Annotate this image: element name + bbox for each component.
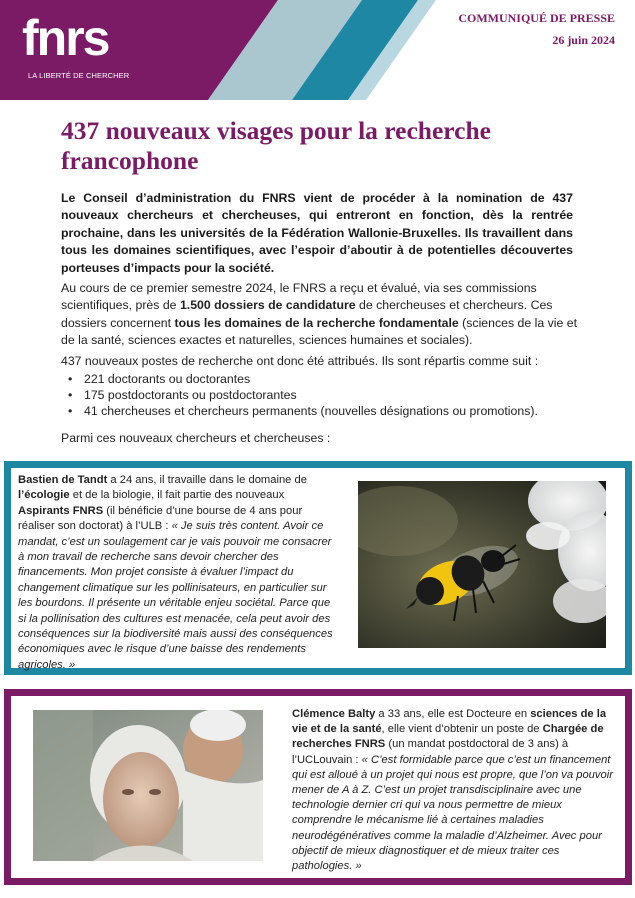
profile-2-quote: « C’est formidable parce que c’est un financement qui est alloué à un projet qui nous est propre, que l’on va pouvoir mener de A à Z. C’est un projet transdisciplinaire avec une technologie dernier cri qui va nous permettre de mieux comprendre le mécanisme lié à certaines maladies neurodégénératives comme la maladie d’Alzheimer. Avec pour objectif de mieux diagnostiquer et de mieux traiter ces pathologies. » (292, 753, 613, 873)
body-paragraph-1 (61, 280, 577, 350)
profile-1-name: Bastien de Tandt (18, 474, 108, 486)
list-item: • 41 chercheuses et chercheurs permanents (nouvelles désignations ou promotions). (66, 403, 586, 419)
profile-2-text (292, 707, 614, 874)
publication-date: 26 juin 2024 (552, 33, 615, 47)
fnrs-logo (22, 10, 142, 84)
text: et de la biologie, il fait partie des nouveaux (69, 489, 285, 502)
list-item: • 175 postdoctorants ou postdoctorantes (66, 387, 586, 403)
text: (un mandat postdoctoral de 3 ans) à l’UCLouvain : (292, 738, 569, 766)
text: Aspirants FNRS (18, 504, 104, 517)
text: l’écologie (18, 489, 70, 502)
document-type: COMMUNIQUÉ DE PRESSE (458, 11, 615, 25)
text: , elle vient d’obtenir un poste de (381, 723, 543, 736)
text: de chercheuses et chercheurs. Ces dossiers concernent (61, 298, 553, 330)
positions-list (66, 371, 586, 419)
profile-1-quote: « Je suis très content. Avoir ce mandat, c’est un soulagement car je vais pouvoir me consacrer à mon travail de recherche sans devoir chercher des financements. Mon projet consiste à évaluer l’impact du changement climatique sur les pollinisateurs, en particulier sur les bourdons. Il présente un véritable enjeu sociétal. Parce que si la pollinisation des cultures est menacée, cela peut avoir des conséquences sur la biodiversité mais aussi des conséquences économiques avec le risque d’une baisse des rendements agricoles. » (18, 520, 333, 671)
logo-tagline: LA LIBERTÉ DE CHERCHER (28, 71, 130, 80)
text: (il bénéficie d’une bourse de 4 ans pour réaliser son doctorat) à l’ULB : (18, 504, 303, 533)
body-paragraph-2: 437 nouveaux postes de recherche ont donc été attribués. Ils sont répartis comme suit : (61, 354, 539, 368)
body-paragraph-3: Parmi ces nouveaux chercheurs et chercheuses : (61, 431, 331, 445)
highlight-domains: tous les domaines de la recherche fondamentale (174, 315, 459, 330)
text: a 24 ans, il travaille dans le domaine de (107, 474, 307, 486)
text: (sciences de la vie et de la santé, sciences exactes et naturelles, sciences humaines et sociales). (61, 315, 578, 348)
text: Chargée de recherches FNRS (292, 723, 604, 751)
page-title: 437 nouveaux visages pour la recherche francophone (61, 116, 491, 175)
logo-wordmark: fnrs (22, 10, 109, 66)
list-item: • 221 doctorants ou doctorantes (66, 371, 586, 387)
text: Au cours de ce premier semestre 2024, le FNRS a reçu et évalué, via ses commissions scientifiques, près de (61, 281, 537, 313)
lead-paragraph: Le Conseil d’administration du FNRS vient de procéder à la nomination de 437 nouveaux chercheurs et chercheuses, qui entreront en fonction, dès la rentrée prochaine, dans les universités de la Fédération Wallonie-Bruxelles. Ils travaillent dans tous les domaines scientifiques, avec l’espoir d’aboutir à de potentielles découvertes porteuses d’impacts pour la société. (61, 191, 573, 275)
text: sciences de la vie et de la santé (292, 708, 607, 736)
highlight-applications: 1.500 dossiers de candidature (179, 298, 356, 313)
profile-1-text (18, 473, 336, 673)
bumblebee-photo (358, 481, 606, 648)
text: a 33 ans, elle est Docteure en (375, 708, 531, 720)
profile-2-name: Clémence Balty (292, 708, 376, 720)
elderly-patient-photo (33, 710, 263, 861)
